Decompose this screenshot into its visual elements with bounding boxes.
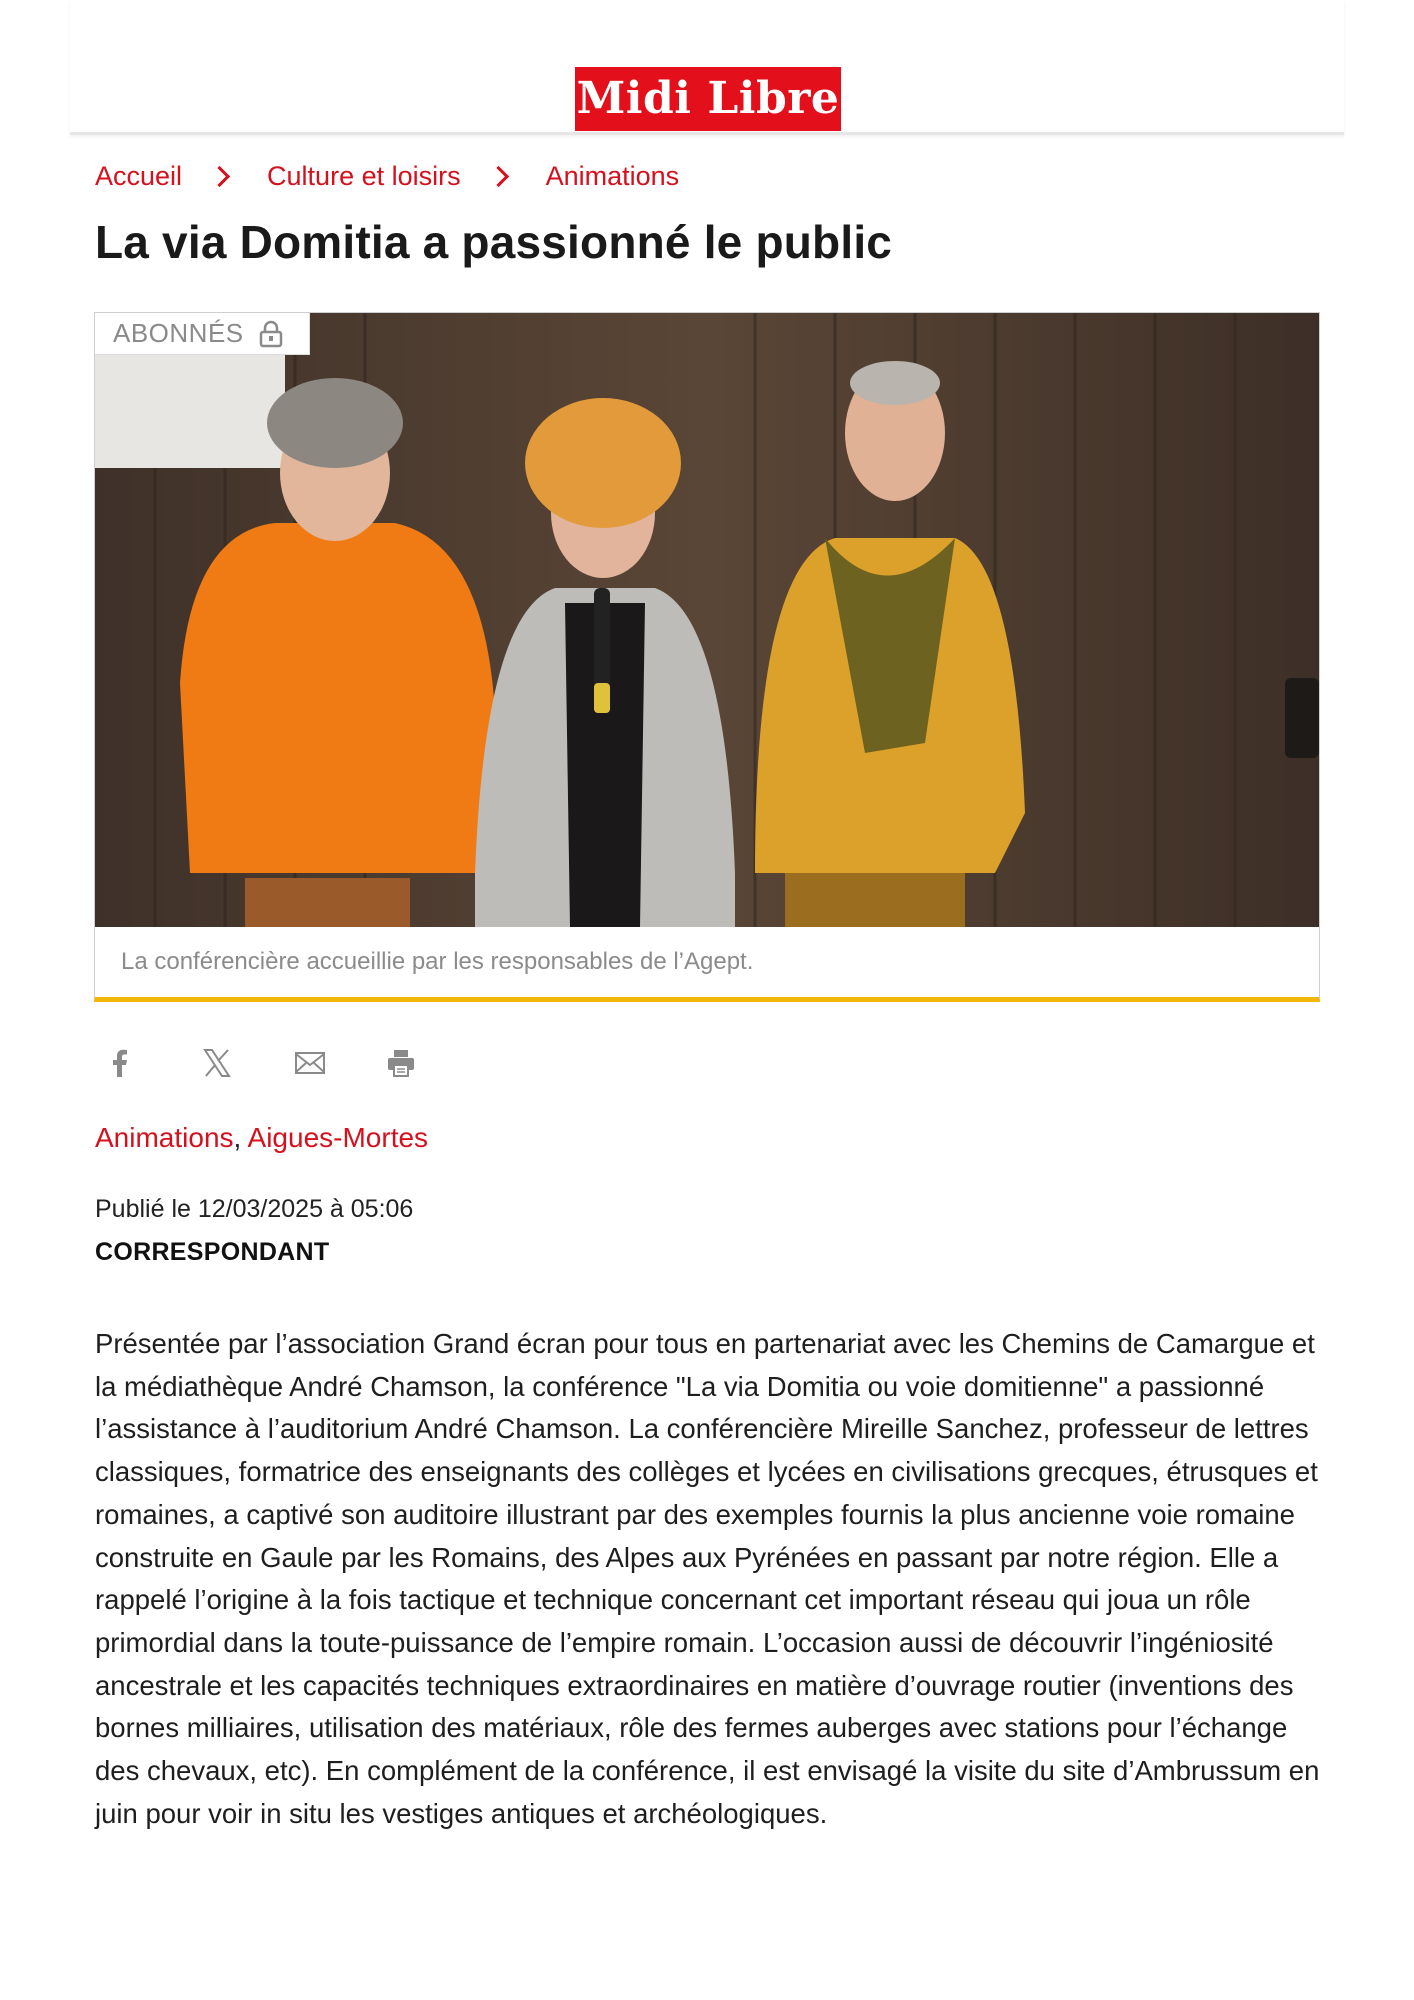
article-photo [95, 313, 1319, 927]
article-tags [95, 1122, 428, 1154]
article-photo-figure [94, 312, 1320, 1002]
facebook-icon [110, 1049, 130, 1077]
publish-date: Publié le 12/03/2025 à 05:06 [95, 1195, 414, 1223]
subscribers-badge [95, 313, 310, 355]
chevron-right-icon [209, 165, 230, 186]
breadcrumb-animations[interactable]: Animations [545, 160, 680, 191]
share-email-button[interactable] [294, 1043, 386, 1083]
image-caption: La conférencière accueillie par les responsables de l’Agept. [121, 948, 754, 975]
tag-animations[interactable]: Animations [95, 1122, 234, 1153]
print-button[interactable] [386, 1043, 478, 1083]
article-author: CORRESPONDANT [95, 1238, 330, 1266]
mail-icon [294, 1051, 326, 1075]
lock-icon [258, 320, 284, 348]
share-x-button[interactable] [202, 1043, 294, 1083]
article-body: Présentée par l’association Grand écran pour tous en partenariat avec les Chemins de Camargue et la médiathèque André Chamson, la conférence "La via Domitia ou voie domitienne" a passionné l’assistance à l’auditorium André Chamson. La conférencière Mireille Sanchez, professeur de lettres classiques, formatrice des enseignants des collèges et lycées en civilisations grecques, étrusques et romaines, a captivé son auditoire illustrant par des exemples fournis la plus ancienne voie romaine construite en Gaule par les Romains, des Alpes aux Pyrénées en passant par notre région. Elle a rappelé l’origine à la fois tactique et technique concernant cet important réseau qui joua un rôle primordial dans la toute-puissance de l’empire romain. L’occasion aussi de découvrir l’ingéniosité ancestrale et les capacités techniques extraordinaires en matière d’ouvrage routier (inventions des bornes milliaires, utilisation des matériaux, rôle des fermes auberges avec stations pour l’échange des chevaux, etc). En complément de la conférence, il est envisagé la visite du site d’Ambrussum en juin pour voir in situ les vestiges antiques et archéologiques. [95, 1328, 1320, 1829]
share-bar [110, 1043, 478, 1083]
article-title: La via Domitia a passionné le public [95, 216, 893, 268]
tag-separator: , [233, 1122, 242, 1153]
print-icon [386, 1048, 416, 1078]
site-logo[interactable]: Midi Libre [575, 67, 841, 131]
tag-aigues-mortes[interactable]: Aigues-Mortes [247, 1122, 429, 1153]
chevron-right-icon [488, 165, 509, 186]
breadcrumb [95, 158, 679, 194]
breadcrumb-home[interactable]: Accueil [95, 160, 183, 191]
share-facebook-button[interactable] [110, 1043, 202, 1083]
breadcrumb-culture-et-loisirs[interactable]: Culture et loisirs [267, 160, 461, 191]
x-icon [202, 1048, 232, 1078]
badge-label: ABONNÉS [113, 318, 244, 348]
